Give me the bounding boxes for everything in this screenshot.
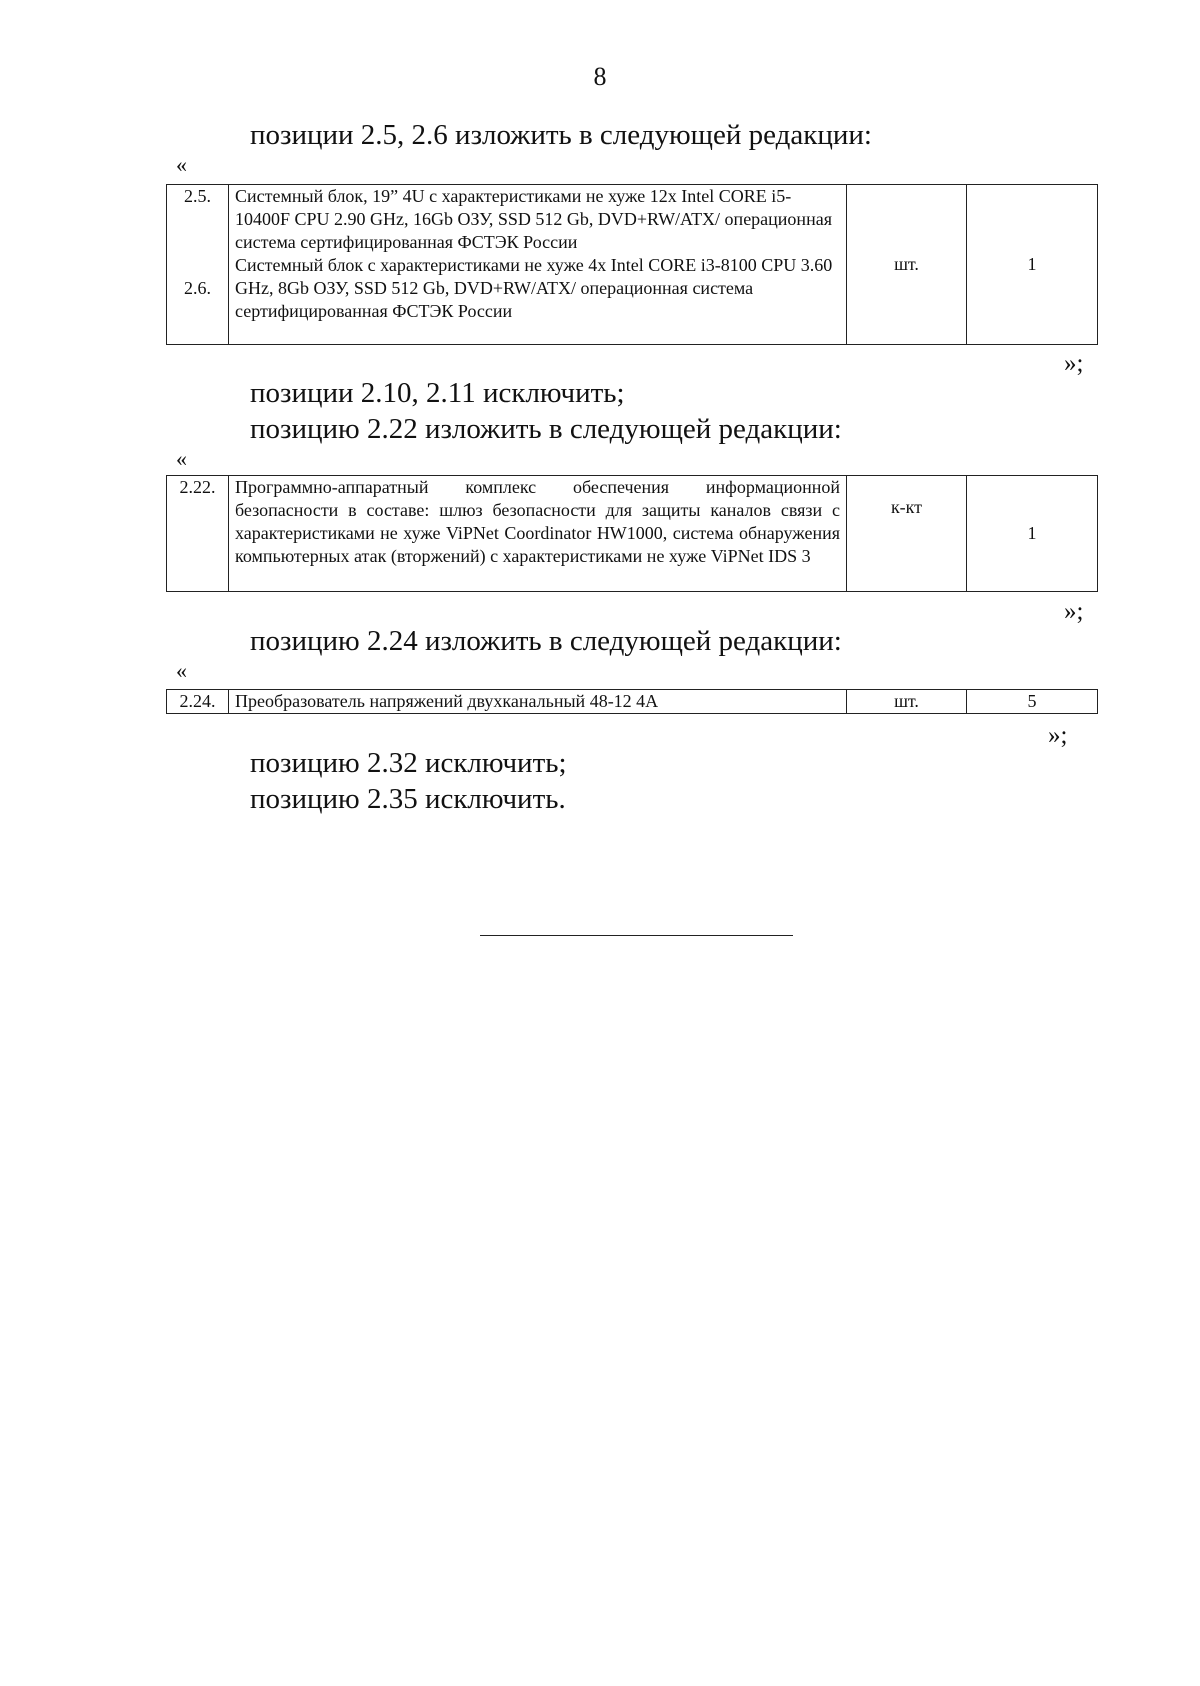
instruction-exclude-2-10-2-11: позиции 2.10, 2.11 исключить; xyxy=(250,377,625,409)
unit-cell: шт. xyxy=(847,690,967,714)
position-description: Системный блок с характеристиками не хуже 4x Intel CORE i3-8100 CPU 3.60 GHz, 8Gb ОЗУ, SSD 512 Gb, DVD+RW/ATX/ операционная система сертифицированная ФСТЭК России xyxy=(235,255,833,321)
positions-table-2-24 xyxy=(166,689,1098,714)
table-row xyxy=(167,476,1098,592)
end-divider-line xyxy=(480,935,793,936)
close-quote: »; xyxy=(1048,722,1068,749)
instruction-positions-2-5-2-6: позиции 2.5, 2.6 изложить в следующей редакции: xyxy=(250,119,872,151)
position-number: 2.5. xyxy=(184,186,211,206)
instruction-exclude-2-35: позицию 2.35 исключить. xyxy=(250,783,566,815)
position-number: 2.6. xyxy=(184,278,211,298)
position-description: Системный блок, 19” 4U с характеристиками не хуже 12x Intel CORE i5-10400F CPU 2.90 GHz, 16Gb ОЗУ, SSD 512 Gb, DVD+RW/ATX/ операционная система сертифицированная ФСТЭК России xyxy=(235,186,832,252)
position-number: 2.22. xyxy=(167,476,229,592)
unit-cell: к-кт xyxy=(847,476,967,592)
position-description: Программно-аппаратный комплекс обеспечения информационной безопасности в составе: шлюз безопасности для защиты каналов связи с характеристиками не хуже ViPNet Coordinator HW1000, система обнаружения компьютерных атак (вторжений) с характеристиками не хуже ViPNet IDS 3 xyxy=(229,476,847,592)
table-row xyxy=(167,185,1098,345)
open-quote: « xyxy=(176,658,187,683)
instruction-position-2-22: позицию 2.22 изложить в следующей редакции: xyxy=(250,413,842,445)
instruction-position-2-24: позицию 2.24 изложить в следующей редакции: xyxy=(250,625,842,657)
positions-table-2-22 xyxy=(166,475,1098,592)
unit-cell: шт. xyxy=(847,185,967,345)
close-quote: »; xyxy=(1064,350,1084,377)
open-quote: « xyxy=(176,152,187,177)
position-number: 2.24. xyxy=(167,690,229,714)
description-cell xyxy=(229,185,847,345)
quantity-cell: 5 xyxy=(967,690,1098,714)
open-quote: « xyxy=(176,446,187,471)
instruction-exclude-2-32: позицию 2.32 исключить; xyxy=(250,747,567,779)
position-number-cell xyxy=(167,185,229,345)
quantity-cell: 1 xyxy=(967,476,1098,592)
close-quote: »; xyxy=(1064,598,1084,625)
table-row xyxy=(167,690,1098,714)
quantity-cell: 1 xyxy=(967,185,1098,345)
page-number: 8 xyxy=(593,62,607,91)
positions-table-2-5-2-6 xyxy=(166,184,1098,345)
position-description: Преобразователь напряжений двухканальный 48-12 4А xyxy=(229,690,847,714)
